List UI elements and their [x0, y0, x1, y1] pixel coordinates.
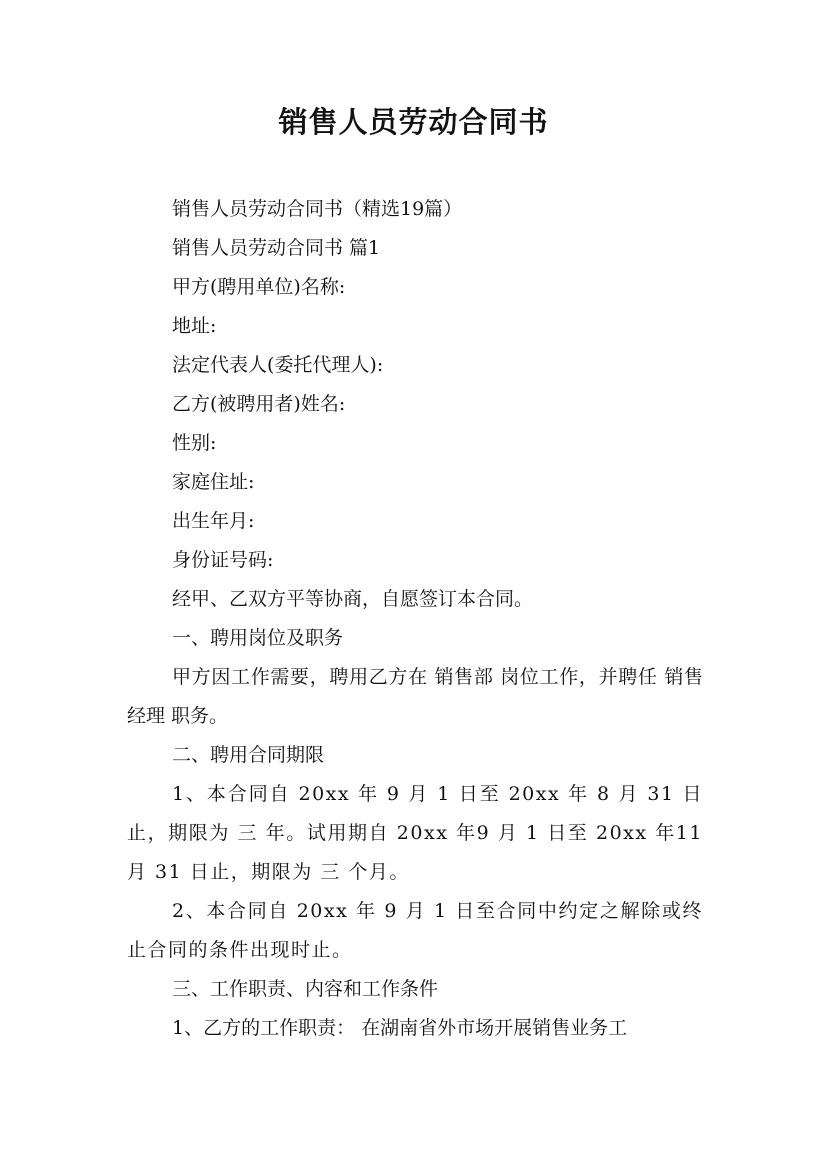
paragraph-party-a-name: 甲方(聘用单位)名称:: [172, 276, 346, 298]
paragraph-address: 地址:: [172, 315, 217, 337]
paragraph-term-clause-2: 2、本合同自 20xx 年 9 月 1 日至合同中约定之解除或终止合同的条件出现时止。: [127, 900, 703, 961]
paragraph-legal-representative: 法定代表人(委托代理人):: [172, 354, 384, 376]
paragraph-duties-clause-1: 1、乙方的工作职责： 在湖南省外市场开展销售业务工: [172, 1017, 628, 1039]
paragraph-term-clause-1: 1、本合同自 20xx 年 9 月 1 日至 20xx 年 8 月 31 日止，期限为 三 年。试用期自 20xx 年9 月 1 日至 20xx 年11 月 31 日止，期限为 三 个月。: [127, 783, 703, 883]
paragraph-subtitle: 销售人员劳动合同书（精选19篇）: [172, 198, 463, 220]
paragraph-agreement: 经甲、乙双方平等协商，自愿签订本合同。: [172, 588, 534, 610]
paragraph-birth-date: 出生年月:: [172, 510, 255, 532]
paragraph-party-b-name: 乙方(被聘用者)姓名:: [172, 393, 346, 415]
paragraph-section-heading: 销售人员劳动合同书 篇1: [172, 237, 381, 259]
paragraph-id-number: 身份证号码:: [172, 549, 274, 571]
paragraph-heading-position: 一、聘用岗位及职务: [172, 627, 344, 649]
paragraph-position-detail: 甲方因工作需要，聘用乙方在 销售部 岗位工作，并聘任 销售经理 职务。: [127, 666, 703, 727]
paragraph-gender: 性别:: [172, 432, 217, 454]
paragraph-heading-term: 二、聘用合同期限: [172, 744, 325, 766]
paragraph-heading-duties: 三、工作职责、内容和工作条件: [172, 978, 439, 1000]
paragraph-home-address: 家庭住址:: [172, 471, 255, 493]
document-body: [127, 190, 703, 1048]
document-title: 销售人员劳动合同书: [278, 105, 549, 139]
